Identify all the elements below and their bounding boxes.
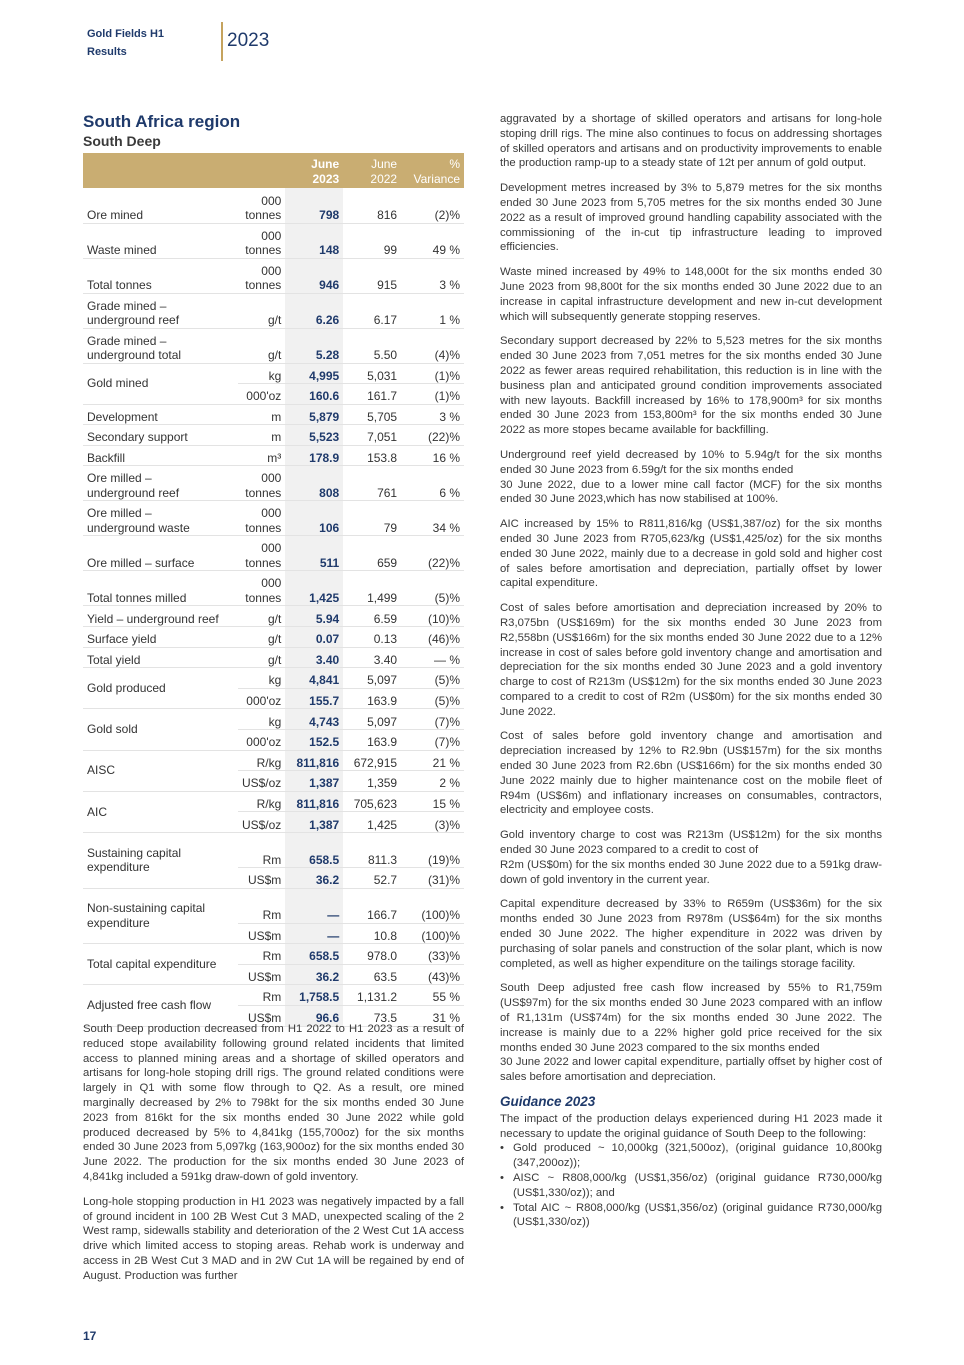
row-june-2022: 811.3 — [367, 852, 398, 867]
report-year: 2023 — [227, 30, 270, 51]
table-row — [83, 293, 464, 328]
guidance-item — [500, 1141, 882, 1171]
row-metric: Gold sold — [87, 722, 138, 737]
row-june-2022: 79 — [383, 520, 398, 535]
row-june-2023: 148 — [285, 223, 343, 258]
body-paragraph: Long-hole stopping production in H1 2023 was negatively impacted by a fall of ground incident in 100 2B West Cut 3 MAD, unexpected scaling of the 2 West ramp, sidewalls stability and deterioration of the 2 West Cut 1A access drive which limited access to stoping areas. Rehab work is underway and access in 2B West Cut 3 MAD and in 2W Cut 1A will be regained by end of August. Production was further — [83, 1195, 464, 1282]
row-june-2023: 1,387 — [285, 771, 343, 792]
row-metric: Gold mined — [87, 376, 149, 391]
region-title: South Africa region — [83, 112, 241, 131]
report-header — [87, 25, 197, 61]
table-row — [83, 328, 464, 363]
table-row — [83, 944, 464, 965]
row-variance: (7)% — [434, 735, 460, 750]
row-june-2023: 36.2 — [285, 868, 343, 889]
row-unit: R/kg — [256, 755, 282, 770]
row-metric: Waste mined — [87, 243, 157, 257]
mine-subtitle: South Deep — [83, 133, 161, 149]
row-june-2023: 106 — [285, 501, 343, 536]
row-june-2022: 6.17 — [373, 313, 398, 327]
row-variance: 2 % — [439, 776, 460, 791]
row-metric: Grade mined – underground total — [87, 333, 182, 362]
operating-results-table — [83, 153, 464, 1027]
row-unit: US$m — [247, 928, 282, 943]
row-variance: 49 % — [432, 243, 460, 257]
row-unit: m — [271, 409, 282, 424]
header-june-2023-label: June 2023 — [311, 157, 340, 186]
table-row — [83, 363, 464, 384]
row-variance: (1)% — [434, 368, 460, 383]
row-june-2022: 166.7 — [367, 908, 398, 923]
row-metric: Yield – underground reef — [87, 611, 219, 626]
row-metric: Total yield — [87, 652, 141, 667]
report-type: Results — [87, 46, 127, 58]
row-unit: Rm — [262, 908, 282, 923]
row-june-2022: 7,051 — [367, 430, 398, 445]
row-june-2023: 36.2 — [285, 964, 343, 985]
row-unit: 000'oz — [246, 693, 282, 708]
row-variance: (22)% — [427, 555, 460, 570]
row-metric: Ore milled – underground reef — [87, 471, 180, 500]
row-variance: (100)% — [421, 928, 460, 943]
row-unit: US$m — [247, 1011, 282, 1026]
body-paragraph: South Deep production decreased from H1 2022 to H1 2023 as a result of reduced stope availability following ground related incidents that limited access to planned mining areas and a shortage of skilled operators and artisans for long-hole stoping drill rigs. The ground related conditions were largely in Q1 with some flow through to Q2. As a result, ore mined marginally decreased by 2% to 798kt for the six months ended 30 June 2023 from 816kt for the six months ended 30 June 2022 while gold produced decreased by 5% to 4,841kg (155,700oz) for the six months ended 30 June 2023 from 5,097kg (163,900oz) for the six months ended 30 June 2022. The production for the six months ended 30 June 2023 of 4,841kg included a 591kg draw-down of gold inventory. — [83, 1023, 464, 1183]
header-divider — [221, 22, 223, 61]
row-june-2022: 161.7 — [367, 389, 398, 404]
row-metric: Ore milled – underground waste — [87, 506, 190, 535]
row-metric: Surface yield — [87, 632, 157, 647]
table-row — [83, 833, 464, 868]
row-metric: Secondary support — [87, 430, 188, 445]
row-variance: 34 % — [432, 520, 460, 535]
right-text-column — [500, 112, 882, 1230]
row-metric: Backfill — [87, 450, 126, 465]
row-june-2022: 153.8 — [367, 450, 398, 465]
row-june-2022: 1,425 — [367, 817, 398, 832]
row-variance: (43)% — [427, 969, 460, 984]
row-metric: Non-sustaining capital expenditure — [87, 901, 206, 930]
guidance-item — [500, 1171, 882, 1201]
body-paragraph: Gold inventory charge to cost was R213m (US$12m) for the six months ended 30 June 2023 compared to a credit to cost of R2m (US$0m) for the six months ended 30 June 2022 due to a 591kg draw-down of gold inventory in the current year. — [500, 829, 882, 886]
row-metric: Ore milled – surface — [87, 555, 195, 570]
row-june-2022: 99 — [383, 243, 398, 257]
row-metric: Development — [87, 409, 158, 424]
table-row — [83, 404, 464, 425]
table-row — [83, 709, 464, 730]
row-june-2023: 511 — [285, 536, 343, 571]
bullet-icon: • — [500, 1201, 504, 1214]
table-row — [83, 571, 464, 606]
row-variance: (5)% — [434, 673, 460, 688]
row-june-2023: 5,523 — [285, 425, 343, 446]
header-june-2022 — [343, 153, 401, 188]
row-june-2022: 915 — [377, 278, 398, 292]
row-june-2023: 808 — [285, 466, 343, 501]
row-june-2022: 659 — [377, 555, 398, 570]
table-row — [83, 501, 464, 536]
row-variance: (100)% — [421, 908, 460, 923]
row-variance: 16 % — [432, 450, 460, 465]
row-unit: 000 tonnes — [245, 471, 282, 500]
row-unit: Rm — [262, 949, 282, 964]
row-june-2023: 811,816 — [285, 791, 343, 812]
row-variance: (2)% — [434, 208, 460, 222]
row-variance: 15 % — [432, 796, 460, 811]
row-unit: g/t — [267, 652, 282, 667]
row-june-2023: 5.94 — [285, 606, 343, 627]
body-paragraph: Capital expenditure decreased by 33% to R659m (US$36m) for the six months ended 30 June 2023 from R978m (US$64m) for the six months ended 30 June 2022. The higher expenditure in 2022 was driven by purchasing of solar panels and construction of the solar plant, which is now completed, as well as higher expenditure on the tailings storage facility. — [500, 898, 882, 970]
row-june-2023: 811,816 — [285, 750, 343, 771]
guidance-title: Guidance 2023 — [500, 1094, 596, 1110]
row-metric: Total capital expenditure — [87, 957, 217, 972]
row-variance: 31 % — [432, 1011, 460, 1026]
row-june-2023: 658.5 — [285, 833, 343, 868]
table-row — [83, 445, 464, 466]
header-june-2022-label: June 2022 — [370, 157, 398, 186]
row-june-2022: 705,623 — [353, 796, 398, 811]
row-june-2022: 672,915 — [353, 755, 398, 770]
row-june-2023: 5.28 — [285, 328, 343, 363]
row-unit: kg — [268, 714, 282, 729]
row-june-2023: 155.7 — [285, 688, 343, 709]
table-row — [83, 627, 464, 648]
row-variance: (4)% — [434, 348, 460, 362]
row-unit: Rm — [262, 990, 282, 1005]
row-unit: 000 tonnes — [245, 576, 282, 605]
row-june-2022: 5,705 — [367, 409, 398, 424]
row-unit: Rm — [262, 852, 282, 867]
row-unit: m³ — [267, 450, 282, 465]
table-row — [83, 985, 464, 1006]
body-paragraph: aggravated by a shortage of skilled operators and artisans for long-hole stoping drill rigs. The mine also continues to focus on addressing shortages of skilled operators and artisans and on productivity improvements to enable the production ramp-up to a steady state of 12t per annum of gold output. — [500, 113, 882, 170]
row-june-2023: 4,743 — [285, 709, 343, 730]
row-variance: 6 % — [439, 485, 460, 500]
row-variance: 55 % — [432, 990, 460, 1005]
table-row — [83, 188, 464, 223]
row-june-2023: 1,387 — [285, 812, 343, 833]
row-unit: 000 tonnes — [245, 228, 282, 257]
row-variance: (46)% — [427, 632, 460, 647]
row-unit: US$/oz — [241, 776, 282, 791]
row-june-2023: — — [285, 888, 343, 923]
row-metric: Total tonnes milled — [87, 590, 187, 605]
row-june-2023: 96.6 — [285, 1005, 343, 1026]
row-unit: 000'oz — [246, 389, 282, 404]
row-june-2022: 5,097 — [367, 673, 398, 688]
table-row — [83, 750, 464, 771]
row-unit: 000 tonnes — [245, 263, 282, 292]
row-unit: g/t — [267, 611, 282, 626]
row-june-2023: 3.40 — [285, 647, 343, 668]
row-june-2023: 4,995 — [285, 363, 343, 384]
row-june-2023: 0.07 — [285, 627, 343, 648]
row-june-2023: 5,879 — [285, 404, 343, 425]
row-variance: (3)% — [434, 817, 460, 832]
table-row — [83, 647, 464, 668]
body-paragraph: Underground reef yield decreased by 10% to 5.94g/t for the six months ended 30 June 2023 from 6.59g/t for the six months ended 30 June 2022, due to a lower mine call factor (MCF) for the six months ended 30 June 2023,which has now stabilised at 100%. — [500, 448, 882, 506]
row-unit: kg — [268, 673, 282, 688]
row-unit: 000'oz — [246, 735, 282, 750]
row-june-2022: 63.5 — [373, 969, 398, 984]
table-row — [83, 466, 464, 501]
table-header-row — [83, 153, 464, 188]
row-metric: Grade mined – underground reef — [87, 298, 180, 327]
row-variance: (7)% — [434, 714, 460, 729]
row-variance: 1 % — [439, 313, 460, 327]
row-june-2022: 6.59 — [373, 611, 398, 626]
row-june-2023: 798 — [285, 188, 343, 223]
row-june-2023: 658.5 — [285, 944, 343, 965]
row-unit: US$m — [247, 969, 282, 984]
table-row — [83, 791, 464, 812]
row-june-2022: 10.8 — [373, 928, 398, 943]
row-variance: (5)% — [434, 590, 460, 605]
row-variance: (31)% — [427, 873, 460, 888]
row-variance: (33)% — [427, 949, 460, 964]
row-metric: Adjusted free cash flow — [87, 998, 212, 1013]
row-june-2023: 946 — [285, 258, 343, 293]
row-variance: 21 % — [432, 755, 460, 770]
row-june-2023: 160.6 — [285, 384, 343, 405]
row-june-2022: 0.13 — [373, 632, 398, 647]
header-june-2023 — [285, 153, 343, 188]
table-row — [83, 258, 464, 293]
row-metric: Gold produced — [87, 681, 166, 696]
row-june-2022: 5,031 — [367, 368, 398, 383]
guidance-intro: The impact of the production delays experienced during H1 2023 made it necessary to update the original guidance of South Deep to the following: — [500, 1112, 882, 1140]
row-metric: AISC — [87, 763, 116, 778]
row-june-2022: 816 — [377, 208, 398, 222]
guidance-item-text: Total AIC ~ R808,000/kg (US$1,356/oz) (original guidance R730,000/kg (US$1,330/oz)) — [513, 1201, 882, 1229]
row-unit: 000 tonnes — [245, 193, 282, 222]
row-june-2022: 163.9 — [367, 693, 398, 708]
body-paragraph: AIC increased by 15% to R811,816/kg (US$1,387/oz) for the six months ended 30 June 2023 from R705,623/kg (US$1,425/oz) for the six months ended 30 June 2022, mainly due to a decrease in gold sold and higher cost of sales before amortisation and depreciation, partially offset by lower capital expenditure. — [500, 518, 882, 590]
row-june-2022: 5.50 — [373, 348, 398, 362]
row-variance: (1)% — [434, 389, 460, 404]
row-unit: 000 tonnes — [245, 541, 282, 570]
guidance-item-text: AISC ~ R808,000/kg (US$1,356/oz) (original guidance R730,000/kg (US$1,330/oz)); and — [513, 1172, 882, 1199]
row-june-2023: 6.26 — [285, 293, 343, 328]
row-june-2022: 163.9 — [367, 735, 398, 750]
bullet-icon: • — [500, 1142, 504, 1155]
row-metric: AIC — [87, 804, 108, 819]
table-row — [83, 668, 464, 689]
row-variance: 3 % — [439, 278, 460, 292]
row-june-2023: 152.5 — [285, 730, 343, 751]
table-row — [83, 606, 464, 627]
row-june-2022: 761 — [377, 485, 398, 500]
row-june-2022: 978.0 — [367, 949, 398, 964]
row-metric: Total tonnes — [87, 278, 152, 292]
row-variance: (22)% — [427, 430, 460, 445]
row-june-2023: 1,425 — [285, 571, 343, 606]
row-june-2022: 52.7 — [373, 873, 398, 888]
header-variance-label: % Variance — [413, 157, 460, 186]
row-june-2022: 3.40 — [373, 652, 398, 667]
body-paragraph: Cost of sales before amortisation and depreciation increased by 20% to R3,075bn (US$169m) for the six months ended 30 June 2023 from R2,558bn (US$166m) for the six months ended 30 June 2022 due to a 12% increase in cost of sales before gold inventory change and amortisation and depreciation for the six months ended 30 June 2023 and a gold inventory charge to cost of R213m (US$12m) for the six months ended 30 June 2023 compared to a credit to cost of R2m (US$0m) for the six months ended 30 June 2022. — [500, 602, 882, 718]
row-unit: g/t — [267, 348, 282, 362]
row-unit: m — [271, 430, 282, 445]
row-june-2023: — — [285, 923, 343, 944]
left-text-column — [83, 1022, 464, 1294]
table-row — [83, 888, 464, 923]
row-june-2023: 4,841 — [285, 668, 343, 689]
guidance-item-text: Gold produced ~ 10,000kg (321,500oz), (original guidance 10,800kg (347,200oz)); — [513, 1142, 882, 1170]
row-metric: Ore mined — [87, 208, 144, 222]
page-number: 17 — [83, 1329, 97, 1343]
guidance-item — [500, 1201, 882, 1231]
row-june-2023: 1,758.5 — [285, 985, 343, 1006]
body-paragraph: Cost of sales before gold inventory change and amortisation and depreciation increased by 12% to R2.9bn (US$157m) for the six months ended 30 June 2023 from R2.6bn (US$166m) for the six months ended 30 June 2022 mainly due to higher maintenance cost on the mobile fleet of R94m (US$6m) and inflationary increases on consumables, contractors, electricity and employee costs. — [500, 730, 882, 817]
table-header-blank — [83, 153, 285, 188]
body-paragraph: Secondary support decreased by 22% to 5,523 metres for the six months ended 30 June 2023 from 7,051 metres for the six months ended 30 June 2022 as fewer areas required rehabilitation, this reduction is in line with the business plan and anticipated ground condition improvements associated with new layouts. Backfill increased by 16% to 178,900m³ for six months ended 30 June 2023 from 153,800m³ for the six months ended 30 June 2022 as more stopes became available for backfilling. — [500, 335, 882, 437]
row-variance: (10)% — [427, 611, 460, 626]
row-variance: — % — [433, 652, 460, 667]
row-variance: (19)% — [427, 852, 460, 867]
table-row — [83, 425, 464, 446]
row-unit: g/t — [267, 632, 282, 647]
row-june-2022: 5,097 — [367, 714, 398, 729]
row-june-2022: 1,131.2 — [357, 990, 398, 1005]
row-june-2022: 73.5 — [373, 1011, 398, 1026]
body-paragraph: Waste mined increased by 49% to 148,000t for the six months ended 30 June 2023 from 98,800t for the six months ended 30 June 2022 due to an increase in capital infrastructure development and new in-cut development which will subsequently generate stopping reserves. — [500, 266, 882, 323]
bullet-icon: • — [500, 1172, 504, 1184]
row-unit: 000 tonnes — [245, 506, 282, 535]
body-paragraph: Development metres increased by 3% to 5,879 metres for the six months ended 30 June 2023 from 5,705 metres for the six months ended 30 June 2022 as a result of improved ground handling capability associated with the commissioning of the in-cut tip infrastructure leading to improved efficiencies. — [500, 182, 882, 254]
table-body — [83, 188, 464, 1026]
row-june-2023: 178.9 — [285, 445, 343, 466]
table-row — [83, 536, 464, 571]
right-paragraphs — [500, 112, 882, 1085]
row-unit: R/kg — [256, 796, 282, 811]
row-metric: Sustaining capital expenditure — [87, 845, 182, 875]
row-unit: US$m — [247, 873, 282, 888]
row-unit: g/t — [267, 313, 282, 327]
row-variance: (5)% — [434, 693, 460, 708]
company-name: Gold Fields H1 — [87, 28, 165, 40]
row-unit: kg — [268, 368, 282, 383]
row-unit: US$/oz — [241, 817, 282, 832]
table-row — [83, 223, 464, 258]
guidance-list — [500, 1141, 882, 1230]
row-variance: 3 % — [439, 409, 460, 424]
body-paragraph: South Deep adjusted free cash flow increased by 55% to R1,759m (US$97m) for the six months ended 30 June 2023 compared with an inflow of R1,131m (US$74m) for the six months ended 30 June 2022. The increase is mainly due to a 22% higher gold price received for the six months ended 30 June 2023 compared to the six months ended 30 June 2022 and lower capital expenditure, partially offset by higher cost of sales before amortisation and depreciation. — [500, 982, 882, 1084]
row-june-2022: 1,359 — [367, 776, 398, 791]
header-variance — [401, 153, 464, 188]
row-june-2022: 1,499 — [367, 590, 398, 605]
